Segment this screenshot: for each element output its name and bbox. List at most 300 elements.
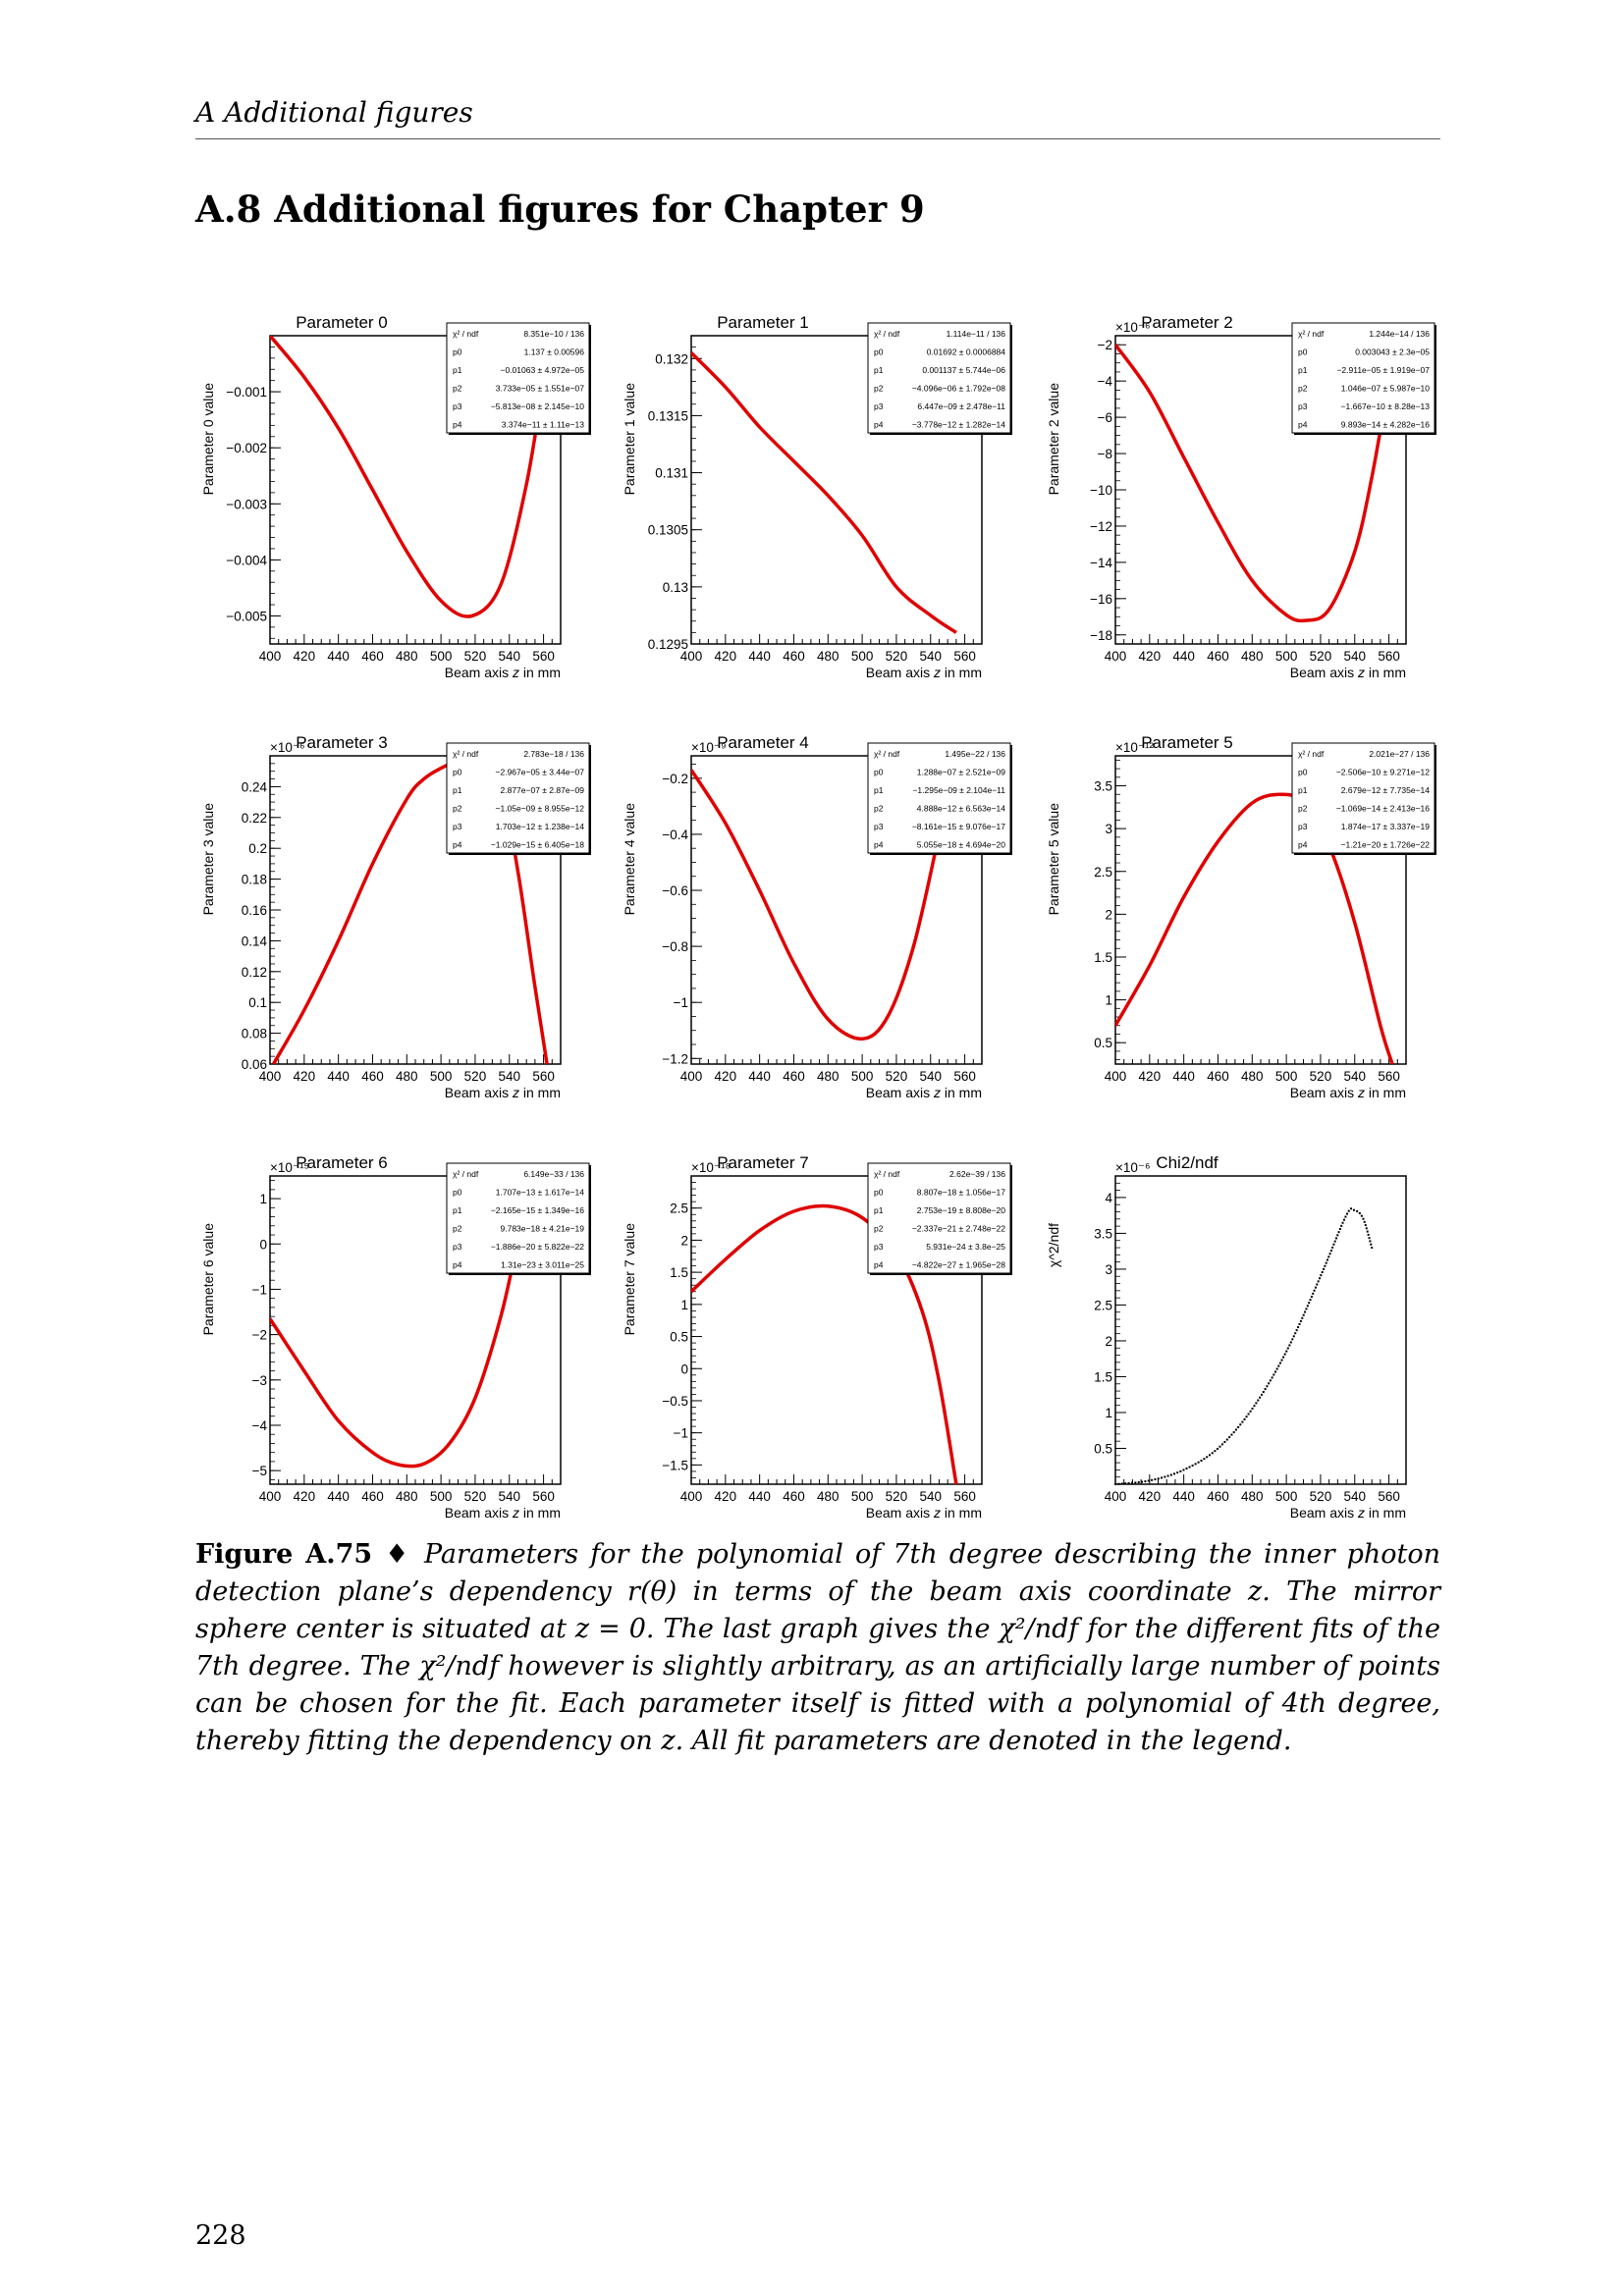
x-tick-label: 400 <box>679 1069 703 1084</box>
legend-box <box>447 1163 589 1273</box>
legend-param-name: p4 <box>453 419 462 430</box>
data-point <box>1173 1472 1175 1474</box>
y-tick-label: 0.16 <box>241 903 267 918</box>
x-tick-label: 480 <box>817 1489 839 1504</box>
legend-param-name: p1 <box>453 1205 462 1215</box>
data-point <box>1369 1240 1371 1242</box>
x-axis-label: Beam axis z in mm <box>444 1505 561 1521</box>
legend-param-value: 2.753e−19 ± 8.808e−20 <box>916 1205 1005 1215</box>
y-tick-label: 3 <box>1105 822 1112 837</box>
y-tick-label: 1 <box>680 1297 688 1312</box>
y-tick-label: 2.5 <box>670 1201 688 1216</box>
legend-param-value: 0.003043 ± 2.3e−05 <box>1355 347 1430 357</box>
x-tick-label: 420 <box>1138 1489 1162 1504</box>
legend-param-name: p4 <box>874 1259 884 1270</box>
legend-param-value: −4.096e−06 ± 1.792e−08 <box>911 383 1005 394</box>
y-tick-label: −14 <box>1090 555 1112 570</box>
data-point <box>1265 1388 1267 1390</box>
legend-param-name: p2 <box>874 803 884 814</box>
y-axis-label: Parameter 0 value <box>200 383 216 496</box>
data-point <box>1369 1237 1371 1239</box>
page-number: 228 <box>195 2220 246 2251</box>
x-tick-label: 460 <box>361 1069 384 1084</box>
data-point <box>1305 1308 1307 1309</box>
x-tick-label: 440 <box>327 1069 350 1084</box>
y-tick-label: −4 <box>1097 374 1112 390</box>
legend-param-value: 9.783e−18 ± 4.21e−19 <box>500 1223 584 1234</box>
y-tick-label: 0 <box>680 1362 688 1377</box>
chart-panel-1 <box>622 313 1012 680</box>
x-tick-label: 400 <box>1104 1069 1127 1084</box>
data-point <box>1144 1480 1146 1482</box>
data-point <box>1301 1317 1303 1319</box>
data-point <box>1192 1465 1194 1467</box>
y-tick-label: −18 <box>1090 627 1112 643</box>
y-tick-label: −1.5 <box>662 1458 688 1473</box>
y-tick-label: 1 <box>259 1192 267 1207</box>
legend-param-name: p2 <box>1298 383 1308 394</box>
x-tick-label: 480 <box>1241 1069 1264 1084</box>
data-point <box>1239 1423 1241 1425</box>
chart-title: Parameter 1 <box>717 313 809 332</box>
data-point <box>1315 1287 1317 1289</box>
y-tick-label: 3.5 <box>1094 778 1112 794</box>
y-tick-label: 2.5 <box>1094 864 1112 880</box>
legend-param-name: p2 <box>453 803 462 814</box>
y-tick-label: 3 <box>1105 1261 1112 1277</box>
data-point <box>1124 1482 1126 1484</box>
legend-param-name: p3 <box>453 1242 462 1252</box>
x-tick-label: 540 <box>498 1489 521 1504</box>
legend-param-name: p0 <box>453 1187 462 1198</box>
x-tick-label: 440 <box>748 1069 771 1084</box>
y-tick-label: −0.005 <box>226 609 267 624</box>
x-tick-label: 500 <box>850 649 874 664</box>
legend-param-name: p3 <box>874 401 884 411</box>
legend-param-value: −4.822e−27 ± 1.965e−28 <box>911 1259 1005 1270</box>
data-point <box>1131 1482 1133 1484</box>
y-tick-label: −1 <box>251 1282 267 1298</box>
x-tick-label: 440 <box>1172 649 1195 664</box>
legend-param-value: 3.374e−11 ± 1.11e−13 <box>501 419 584 430</box>
x-axis-label: Beam axis z in mm <box>1289 665 1406 680</box>
x-tick-label: 540 <box>1343 649 1367 664</box>
data-point <box>1279 1362 1281 1364</box>
data-point <box>1294 1332 1296 1334</box>
running-header: A Additional figures <box>195 96 473 129</box>
y-axis-label: χ^2/ndf <box>1046 1223 1061 1268</box>
chart-title: Parameter 0 <box>296 313 388 332</box>
data-point <box>1261 1394 1263 1396</box>
data-point <box>1332 1244 1334 1246</box>
y-multiplier: ×10⁻⁹ <box>691 740 727 755</box>
data-point <box>1189 1467 1191 1468</box>
data-point <box>1214 1450 1216 1452</box>
legend-param-value: 2.877e−07 ± 2.87e−09 <box>500 785 584 795</box>
data-point <box>1367 1231 1369 1233</box>
legend-param-value: 8.807e−18 ± 1.056e−17 <box>916 1187 1005 1198</box>
y-tick-label: 1.5 <box>1094 949 1112 965</box>
data-point <box>1285 1351 1287 1353</box>
caption-text: Parameters for the polynomial of 7th degree describing the inner photon detection plane’s dependency r(θ) in terms of the beam axis coordinate z. The mirror sphere center is situated at z = 0. The last graph gives the χ²/ndf for the different fits of the 7th degree. The χ²/ndf however is slightly arbitrary, as an artificially large number of points can be chosen for the fit. Each parameter itself is fitted with a polynomial of 4th degree, thereby fitting the dependency on z. All fit parameters are denoted in the legend. <box>195 1539 1440 1756</box>
y-tick-label: 0.1305 <box>647 522 688 538</box>
x-tick-label: 420 <box>1138 649 1162 664</box>
caption-label: Figure A.75 ♦ <box>195 1539 412 1570</box>
legend-param-name: p0 <box>874 767 884 777</box>
y-tick-label: 0.06 <box>241 1057 267 1072</box>
chart-title: Parameter 2 <box>1141 313 1233 332</box>
legend-param-name: p1 <box>874 785 884 795</box>
y-axis-label: Parameter 6 value <box>200 1223 216 1336</box>
data-point <box>1217 1448 1218 1450</box>
x-tick-label: 460 <box>1207 649 1229 664</box>
data-point <box>1290 1341 1292 1343</box>
legend-param-value: 9.893e−14 ± 4.282e−16 <box>1340 419 1430 430</box>
legend-param-value: 0.001137 ± 5.744e−06 <box>922 365 1005 375</box>
legend-param-name: p4 <box>1298 419 1308 430</box>
chart-title: Parameter 4 <box>717 733 809 752</box>
data-point <box>1128 1482 1130 1484</box>
legend-param-value: 5.931e−24 ± 3.8e−25 <box>926 1242 1005 1252</box>
x-tick-label: 480 <box>817 649 839 664</box>
data-point <box>1259 1397 1261 1399</box>
y-axis-label: Parameter 3 value <box>200 803 216 916</box>
data-point <box>1186 1468 1188 1469</box>
data-point <box>1117 1483 1119 1485</box>
data-point <box>1221 1443 1223 1445</box>
x-tick-label: 420 <box>293 1069 316 1084</box>
legend-param-value: −1.069e−14 ± 2.413e−16 <box>1335 803 1430 814</box>
x-tick-label: 560 <box>532 1069 555 1084</box>
data-point <box>1291 1338 1293 1340</box>
data-point <box>1141 1481 1143 1483</box>
legend-param-value: −3.778e−12 ± 1.282e−14 <box>911 419 1005 430</box>
y-tick-label: −12 <box>1090 518 1112 534</box>
y-axis-label: Parameter 2 value <box>1046 383 1061 496</box>
legend-param-value: 4.888e−12 ± 6.563e−14 <box>916 803 1005 814</box>
legend-param-value: 1.288e−07 ± 2.521e−09 <box>916 767 1005 777</box>
legend-param-name: p0 <box>1298 347 1308 357</box>
data-point <box>1276 1368 1278 1370</box>
data-point <box>1257 1400 1259 1402</box>
legend-param-value: 2.021e−27 / 136 <box>1369 749 1430 759</box>
x-tick-label: 540 <box>498 649 521 664</box>
legend-param-value: −5.813e−08 ± 2.145e−10 <box>490 401 584 411</box>
legend-param-name: p3 <box>874 1242 884 1252</box>
x-axis-label: Beam axis z in mm <box>865 1505 982 1521</box>
legend-param-value: 1.046e−07 ± 5.987e−10 <box>1340 383 1430 394</box>
y-tick-label: 0.5 <box>670 1329 688 1345</box>
data-point <box>1114 1483 1116 1485</box>
data-point <box>1233 1431 1235 1433</box>
x-tick-label: 460 <box>783 649 805 664</box>
data-point <box>1284 1354 1286 1356</box>
y-tick-label: 1.5 <box>670 1265 688 1281</box>
figure-svg <box>187 290 1453 1522</box>
data-point <box>1164 1476 1165 1478</box>
legend-param-name: p4 <box>453 1259 462 1270</box>
data-point <box>1235 1428 1237 1430</box>
y-tick-label: −0.8 <box>662 939 688 955</box>
chart-panel-3 <box>200 733 591 1100</box>
data-point <box>1331 1247 1333 1249</box>
x-tick-label: 440 <box>327 1489 350 1504</box>
chart-panel-4 <box>622 733 1012 1100</box>
data-point <box>1201 1460 1203 1462</box>
y-tick-label: −2 <box>1097 338 1112 353</box>
y-tick-label: −1.2 <box>662 1051 688 1067</box>
data-point <box>1329 1253 1331 1255</box>
x-tick-label: 420 <box>714 1069 737 1084</box>
legend-param-name: p2 <box>874 383 884 394</box>
data-point <box>1176 1471 1178 1473</box>
data-point <box>1324 1265 1326 1267</box>
data-point <box>1343 1219 1345 1221</box>
legend-param-name: p1 <box>874 365 884 375</box>
y-tick-label: −4 <box>251 1417 267 1433</box>
data-point <box>1228 1436 1230 1438</box>
data-point <box>1270 1379 1272 1381</box>
data-point <box>1243 1418 1245 1420</box>
x-tick-label: 520 <box>463 1069 487 1084</box>
data-point <box>1203 1458 1205 1460</box>
legend-param-name: p0 <box>1298 767 1308 777</box>
y-multiplier: ×10⁻¹⁵ <box>270 1160 310 1175</box>
data-point <box>1218 1446 1220 1448</box>
y-tick-label: 1 <box>1105 992 1112 1008</box>
data-point <box>1263 1391 1265 1393</box>
x-tick-label: 480 <box>817 1069 839 1084</box>
data-point <box>1250 1411 1252 1413</box>
y-tick-label: 0.5 <box>1094 1036 1112 1051</box>
data-point <box>1312 1293 1314 1295</box>
x-tick-label: 400 <box>679 1489 703 1504</box>
legend-param-value: 1.495e−22 / 136 <box>945 749 1005 759</box>
y-tick-label: 2 <box>680 1233 688 1249</box>
data-point <box>1206 1456 1208 1458</box>
x-tick-label: 480 <box>396 649 418 664</box>
x-tick-label: 420 <box>714 1489 737 1504</box>
header-rule <box>195 138 1440 139</box>
legend-param-value: 2.783e−18 / 136 <box>523 749 584 759</box>
x-tick-label: 500 <box>429 1489 453 1504</box>
y-tick-label: −0.001 <box>226 385 267 400</box>
x-tick-label: 460 <box>361 1489 384 1504</box>
legend-param-name: p3 <box>453 401 462 411</box>
data-point <box>1365 1224 1367 1226</box>
data-point <box>1272 1376 1273 1378</box>
x-tick-label: 560 <box>1378 1489 1400 1504</box>
legend-param-name: χ² / ndf <box>874 329 900 339</box>
legend-param-name: p3 <box>874 822 884 831</box>
data-point <box>1281 1360 1283 1362</box>
y-tick-label: −0.6 <box>662 883 688 899</box>
legend-param-value: −2.506e−10 ± 9.271e−12 <box>1335 767 1430 777</box>
x-tick-label: 500 <box>1274 1069 1298 1084</box>
data-point <box>1361 1215 1363 1217</box>
y-tick-label: −2 <box>251 1327 267 1343</box>
data-point <box>1274 1371 1276 1373</box>
legend-param-value: 1.244e−14 / 136 <box>1369 329 1430 339</box>
y-tick-label: −10 <box>1090 483 1112 498</box>
plot-frame <box>1115 1176 1406 1484</box>
x-tick-label: 440 <box>1172 1489 1195 1504</box>
y-tick-label: 0.24 <box>241 779 267 795</box>
legend-param-name: p4 <box>874 419 884 430</box>
y-axis-label: Parameter 1 value <box>622 383 637 496</box>
y-tick-label: 0.5 <box>1094 1441 1112 1457</box>
y-tick-label: 0.1 <box>248 995 267 1011</box>
y-tick-label: 0.22 <box>241 810 267 826</box>
scatter-path-guide <box>1115 1208 1372 1484</box>
x-tick-label: 420 <box>1138 1069 1162 1084</box>
chart-title: Parameter 7 <box>717 1153 809 1172</box>
figure-grid <box>187 290 1453 1522</box>
legend-box <box>868 743 1010 853</box>
section-title: A.8 Additional figures for Chapter 9 <box>195 187 925 231</box>
legend-param-name: p1 <box>1298 365 1308 375</box>
data-point <box>1158 1477 1160 1479</box>
x-axis-label: Beam axis z in mm <box>865 665 982 680</box>
y-tick-label: −0.2 <box>662 771 688 786</box>
data-point <box>1334 1241 1336 1243</box>
data-point <box>1322 1271 1324 1273</box>
data-point <box>1342 1222 1344 1224</box>
legend-param-name: χ² / ndf <box>453 329 479 339</box>
x-tick-label: 540 <box>1343 1069 1367 1084</box>
data-point <box>1339 1228 1341 1230</box>
legend-param-value: 0.01692 ± 0.0006884 <box>926 347 1005 357</box>
chart-title: Parameter 6 <box>296 1153 388 1172</box>
x-tick-label: 440 <box>748 649 771 664</box>
x-tick-label: 500 <box>850 1069 874 1084</box>
y-tick-label: 0 <box>259 1237 267 1253</box>
data-point <box>1370 1244 1372 1246</box>
data-point <box>1161 1476 1163 1478</box>
legend-param-value: −1.029e−15 ± 6.405e−18 <box>490 839 584 850</box>
y-tick-label: 2.5 <box>1094 1298 1112 1313</box>
data-point <box>1246 1415 1248 1417</box>
data-point <box>1198 1462 1200 1464</box>
data-point <box>1308 1302 1310 1304</box>
data-point <box>1151 1479 1153 1481</box>
legend-param-name: p2 <box>1298 803 1308 814</box>
legend-param-value: 6.447e−09 ± 2.478e−11 <box>917 401 1005 411</box>
y-tick-label: 1.5 <box>1094 1369 1112 1385</box>
y-tick-label: 0.14 <box>241 934 267 949</box>
data-point <box>1338 1231 1340 1233</box>
legend-param-value: −2.165e−15 ± 1.349e−16 <box>490 1205 584 1215</box>
x-tick-label: 520 <box>1309 649 1332 664</box>
y-tick-label: −8 <box>1097 447 1112 462</box>
x-axis-label: Beam axis z in mm <box>444 665 561 680</box>
data-point <box>1272 1373 1274 1375</box>
data-point <box>1277 1365 1279 1367</box>
y-tick-label: 2 <box>1105 907 1112 923</box>
legend-param-name: p0 <box>874 1187 884 1198</box>
legend-box <box>1292 323 1435 433</box>
y-multiplier: ×10⁻⁶ <box>1115 1160 1151 1175</box>
legend-param-name: p4 <box>1298 839 1308 850</box>
x-tick-label: 400 <box>258 1489 282 1504</box>
legend-param-name: p0 <box>453 347 462 357</box>
y-tick-label: −16 <box>1090 591 1112 607</box>
y-tick-label: −0.5 <box>662 1393 688 1409</box>
y-tick-label: 0.18 <box>241 872 267 887</box>
x-tick-label: 500 <box>1274 649 1298 664</box>
chart-panel-6 <box>200 1153 591 1521</box>
data-point <box>1304 1311 1306 1313</box>
legend-box <box>868 323 1010 433</box>
data-point <box>1319 1277 1321 1279</box>
y-multiplier: ×10⁻¹⁸ <box>691 1160 731 1175</box>
data-point <box>1340 1225 1342 1227</box>
data-point <box>1209 1454 1211 1456</box>
x-tick-label: 540 <box>498 1069 521 1084</box>
data-point <box>1318 1280 1320 1282</box>
x-axis-label: Beam axis z in mm <box>1289 1505 1406 1521</box>
data-point <box>1359 1212 1361 1214</box>
x-tick-label: 480 <box>396 1069 418 1084</box>
x-tick-label: 540 <box>1343 1489 1367 1504</box>
legend-param-name: p3 <box>1298 401 1308 411</box>
x-tick-label: 560 <box>953 1489 976 1504</box>
legend-param-value: −1.21e−20 ± 1.726e−22 <box>1340 839 1430 850</box>
legend-param-value: 1.703e−12 ± 1.238e−14 <box>495 822 584 831</box>
y-tick-label: 0.2 <box>248 841 267 857</box>
legend-param-value: 1.137 ± 0.00596 <box>523 347 584 357</box>
x-axis-label: Beam axis z in mm <box>444 1085 561 1100</box>
data-point <box>1314 1290 1316 1292</box>
legend-param-name: p0 <box>874 347 884 357</box>
legend-param-value: −2.967e−05 ± 3.44e−07 <box>495 767 584 777</box>
legend-param-value: −8.161e−15 ± 9.076e−17 <box>911 822 1005 831</box>
x-tick-label: 520 <box>463 1489 487 1504</box>
legend-box <box>1292 743 1435 853</box>
legend-param-name: χ² / ndf <box>874 1169 900 1179</box>
data-point <box>1303 1314 1305 1316</box>
data-point <box>1353 1209 1355 1211</box>
data-point <box>1288 1344 1290 1346</box>
x-tick-label: 520 <box>885 1069 908 1084</box>
data-point <box>1248 1413 1250 1415</box>
x-tick-label: 440 <box>1172 1069 1195 1084</box>
data-point <box>1327 1255 1329 1257</box>
y-tick-label: −0.004 <box>226 553 267 568</box>
legend-param-name: p3 <box>1298 822 1308 831</box>
x-tick-label: 400 <box>258 649 282 664</box>
y-tick-label: 0.1315 <box>647 408 688 424</box>
x-tick-label: 520 <box>1309 1489 1332 1504</box>
legend-param-value: 2.62e−39 / 136 <box>949 1169 1005 1179</box>
data-point <box>1287 1348 1289 1350</box>
data-point <box>1179 1470 1181 1472</box>
x-tick-label: 480 <box>396 1489 418 1504</box>
legend-param-name: p0 <box>453 767 462 777</box>
y-tick-label: 3.5 <box>1094 1226 1112 1242</box>
data-point <box>1350 1207 1352 1209</box>
data-point <box>1366 1227 1368 1229</box>
chart-panel-7 <box>622 1153 1012 1521</box>
legend-box <box>447 743 589 853</box>
legend-param-value: −2.337e−21 ± 2.748e−22 <box>911 1223 1005 1234</box>
legend-param-name: p1 <box>453 785 462 795</box>
legend-param-name: p3 <box>453 822 462 831</box>
data-point <box>1335 1237 1337 1239</box>
chart-panel-8 <box>1046 1153 1406 1521</box>
legend-param-value: −1.05e−09 ± 8.955e−12 <box>495 803 584 814</box>
data-point <box>1296 1329 1298 1331</box>
